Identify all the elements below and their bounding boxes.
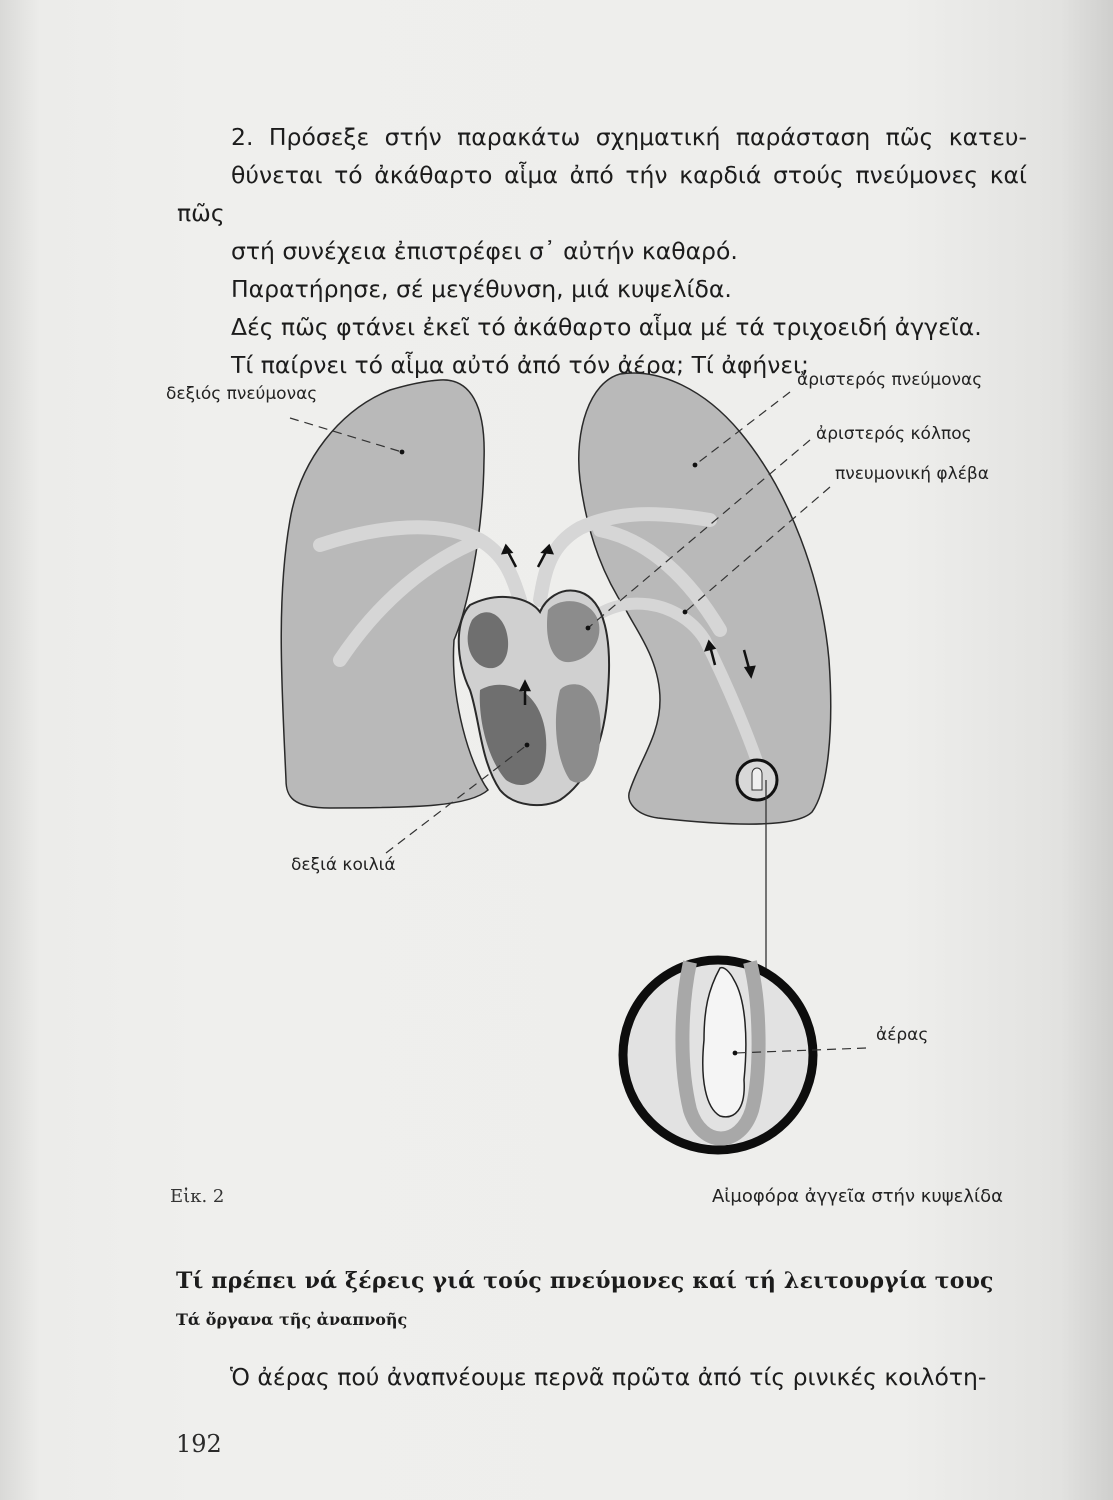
figure-number: Εἰκ. 2 <box>170 1186 225 1207</box>
intro-paragraph-line: θύνεται τό ἀκάθαρτο αἷμα ἀπό τήν καρδιά στούς πνεύμονες καί πῶς <box>177 161 1027 227</box>
intro-line-question: Τί παίρνει τό αἷμα αὐτό ἀπό τόν ἀέρα; Τί ἀφήνει; <box>231 351 809 379</box>
intro-paragraph-line: στή συνέχεια ἐπιστρέφει σ᾿ αὐτήν καθαρό. <box>231 237 738 265</box>
intro-paragraph-line: 2. Πρόσεξε στήν παρακάτω σχηματική παράσταση πῶς κατευ- <box>231 123 1027 151</box>
right-lung-shape <box>281 380 488 808</box>
label-right-ventricle: δεξιά κοιλιά <box>291 855 396 875</box>
intro-line-capillaries: Δές πῶς φτάνει ἐκεῖ τό ἀκάθαρτο αἷμα μέ τά τριχοειδή ἀγγεῖα. <box>231 313 982 341</box>
label-pulmonary-vein: πνευμονική φλέβα <box>835 464 989 484</box>
label-left-atrium: ἀριστερός κόλπος <box>816 424 972 444</box>
label-right-lung: δεξιός πνεύμονας <box>166 384 318 404</box>
intro-line-observe: Παρατήρησε, σέ μεγέθυνση, μιά κυψελίδα. <box>231 275 732 303</box>
body-text-line: Ὁ ἀέρας πού ἀναπνέουμε περνᾶ πρῶτα ἀπό τίς ρινικές κοιλότη- <box>230 1363 987 1391</box>
alveolus-small-sac <box>752 768 762 790</box>
section-heading: Τί πρέπει νά ξέρεις γιά τούς πνεύμονες καί τή λειτουργία τους <box>176 1268 994 1294</box>
figure-caption: Αἰμοφόρα ἀγγεῖα στήν κυψελίδα <box>711 1186 1003 1207</box>
label-air: ἀέρας <box>876 1025 929 1045</box>
label-left-lung: ἀριστερός πνεύμονας <box>797 370 983 390</box>
section-subheading: Τά ὄργανα τῆς ἀναπνοῆς <box>176 1310 408 1329</box>
page-number: 192 <box>176 1430 222 1458</box>
